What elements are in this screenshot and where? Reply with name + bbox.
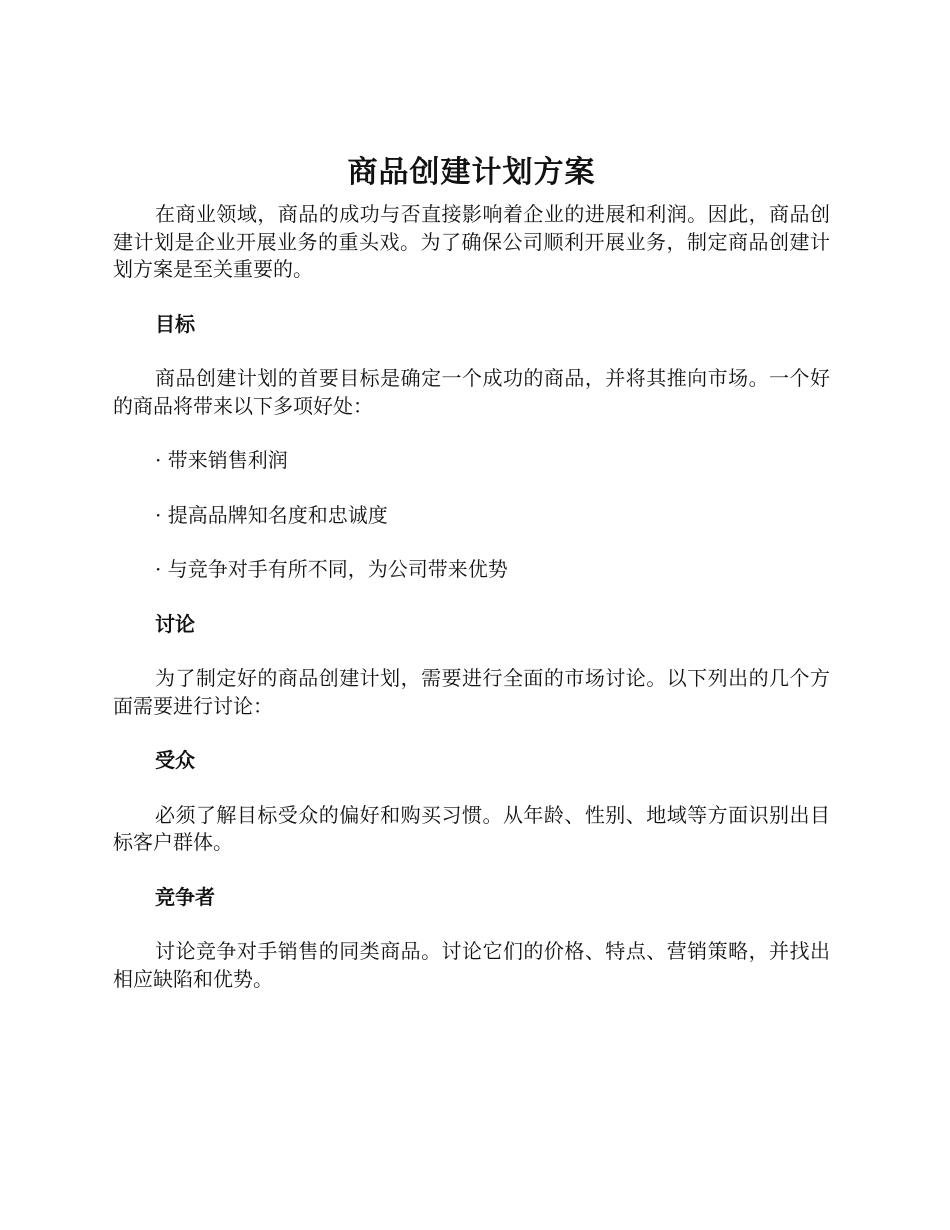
document-page (113, 148, 830, 993)
competitors-paragraph: 讨论竞争对手销售的同类商品。讨论它们的价格、特点、营销策略，并找出相应缺陷和优势。 (113, 939, 830, 991)
goal-bullet-item: · 与竞争对手有所不同，为公司带来优势 (155, 557, 508, 581)
goal-bullet-item: · 带来销售利润 (155, 448, 288, 472)
intro-paragraph: 在商业领域，商品的成功与否直接影响着企业的进展和利润。因此，商品创建计划是企业开展业务的重头戏。为了确保公司顺利开展业务，制定商品创建计划方案是至关重要的。 (113, 202, 830, 281)
section-heading-audience: 受众 (155, 748, 195, 772)
section-heading-discussion: 讨论 (155, 611, 195, 636)
goal-bullet-item: · 提高品牌知名度和忠诚度 (155, 502, 388, 527)
document-title: 商品创建计划方案 (347, 155, 596, 190)
section-heading-competitors: 竞争者 (155, 884, 215, 909)
section-heading-goal: 目标 (155, 311, 195, 336)
goal-paragraph: 商品创建计划的首要目标是确定一个成功的商品，并将其推向市场。一个好的商品将带来以下多项好处： (113, 366, 830, 418)
audience-paragraph: 必须了解目标受众的偏好和购买习惯。从年龄、性别、地域等方面识别出目标客户群体。 (113, 802, 830, 854)
discussion-paragraph: 为了制定好的商品创建计划，需要进行全面的市场讨论。以下列出的几个方面需要进行讨论： (113, 666, 830, 718)
